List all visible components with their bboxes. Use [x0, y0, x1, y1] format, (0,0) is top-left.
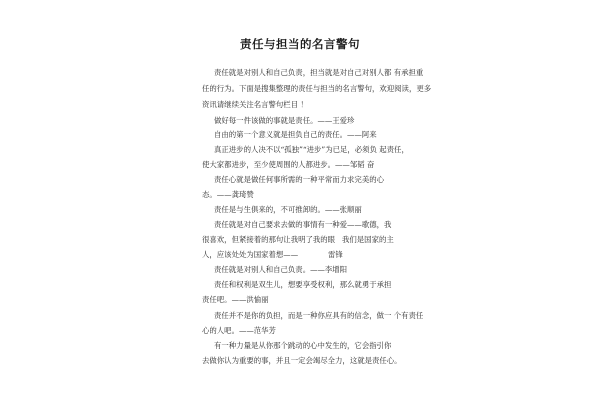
quote-line: 责任就是对自己要求去做的事情有一种爱——歌德，我	[214, 220, 392, 229]
quote-line: 有一种力量是从你那个跳动的心中发生的，它会指引你	[214, 341, 392, 350]
paragraph-line: 资讯请继续关注名言警句栏目 ！	[202, 100, 308, 109]
quote-line: 做好每一件该做的事就是责任。——王爱珍	[214, 116, 355, 125]
quote-line: 态。——龚琦赞	[202, 190, 254, 199]
paragraph-line: 责任就是对别人和自己负责，担当就是对自己对别人都 有承担重	[214, 68, 424, 77]
quote-line: 人，应该处处为国家着想——	[202, 250, 299, 259]
quote-line: 真正进步的人决不以“孤独”“进步”为已足，必须负 起责任，	[214, 145, 409, 154]
quote-line: 责任和权利是双生儿，想要享受权利，那么就勇于承担	[214, 280, 392, 289]
document-title: 责任与担当的名言警句	[240, 37, 360, 51]
quote-line: 责任心就是做任何事所需的一种平常而力求完美的心	[214, 175, 384, 184]
quote-line: 我们是国家的主	[342, 235, 394, 244]
quote-line: 去做你认为重要的事，并且一定会竭尽全力，这就是责任心。	[202, 356, 402, 365]
quote-line: 自由的第一个意义就是担负自己的责任。——阿来	[214, 130, 377, 139]
quote-line: 使大家都进步，至少使周围的人都进步。——邹韬 奋	[202, 160, 375, 169]
quote-line: 责任并不是你的负担，而是一种你应具有的信念，做一 个有责任	[214, 311, 424, 320]
quote-line: 很喜欢，但紧接着的那句让我明了我的眼	[202, 235, 336, 244]
quote-line: 心的人吧。——范华芳	[202, 326, 276, 335]
paragraph-line: 任的行为。下面是搜集整理的责任与担当的名言警句，欢迎阅读，更多	[202, 84, 432, 93]
quote-line: 责任就是对别人和自己负责。——李增阳	[214, 265, 348, 274]
quote-attribution: 雷锋	[328, 250, 343, 259]
quote-line: 责任是与生俱来的，不可推卸的。——张顺丽	[214, 205, 362, 214]
quote-line: 责任吧。——洪愉丽	[202, 295, 269, 304]
